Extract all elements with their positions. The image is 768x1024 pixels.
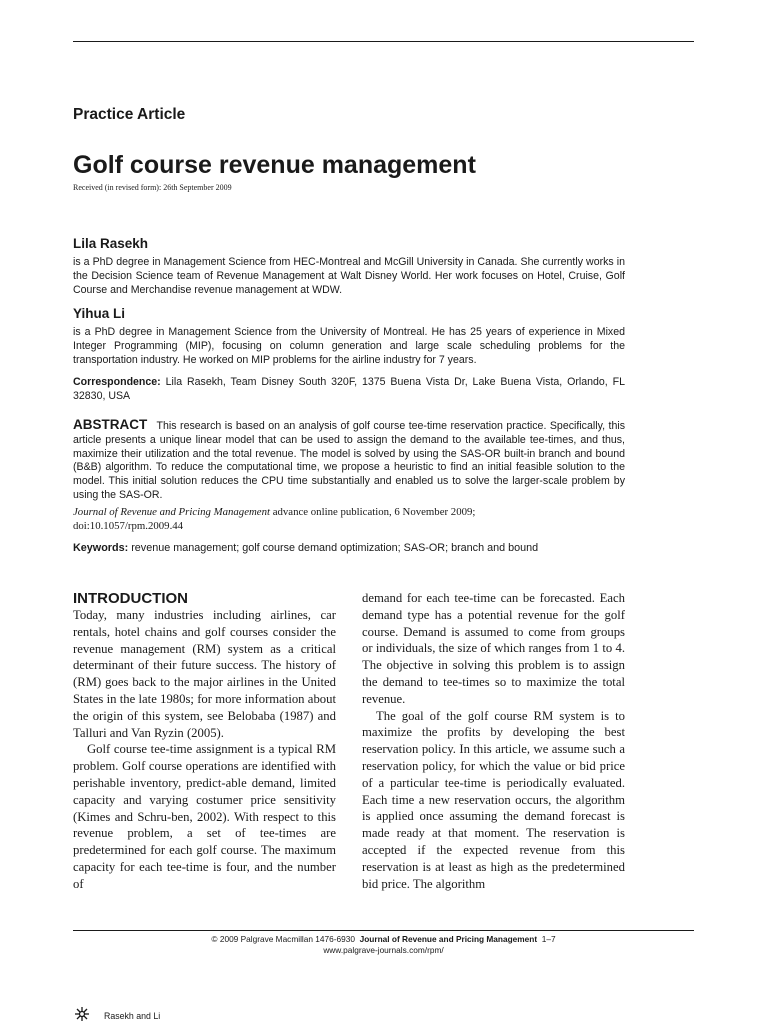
- citation-doi: doi:10.1057/rpm.2009.44: [73, 520, 184, 532]
- article-title: Golf course revenue management: [73, 151, 476, 179]
- publisher-logo-icon: [74, 1006, 90, 1022]
- correspondence-address: Lila Rasekh, Team Disney South 320F, 1375 Buena Vista Dr, Lake Buena Vista, Orlando, FL 32830, USA: [73, 376, 625, 402]
- footer-pages: 1–7: [541, 934, 556, 944]
- introduction-heading: INTRODUCTION: [73, 590, 188, 607]
- abstract-heading: ABSTRACT: [73, 417, 148, 432]
- received-date: Received (in revised form): 26th September 2009: [73, 183, 232, 192]
- correspondence-label: Correspondence:: [73, 376, 161, 388]
- footer-journal: Journal of Revenue and Pricing Management: [359, 934, 538, 944]
- abstract-text: This research is based on an analysis of golf course tee-time reservation practice. Specifically, this article presents a unique linear model that can be used to assign the demand to the available tee-times, and thus, maximize their utilization and the total revenue. The model is solved by using the SAS-OR built-in branch and bound (B&B) algorithm. To reduce the computational time, we propose a heuristic to find an initial feasible solution to the model. This initial solution reduces the CPU time substantially and enabled us to solve the larger-scale problem by using the SAS-OR.: [73, 420, 625, 501]
- citation: [73, 505, 625, 533]
- footer-rule: [73, 930, 694, 931]
- correspondence: [73, 376, 625, 404]
- body-paragraph: Today, many industries including airlines, car rentals, hotel chains and golf courses consider the revenue management (RM) system as a critical determinant of their future success. The history of (RM) goes back to the major airlines in the United States in the late 1980s; for more information about the origin of this system, see Belobaba (1987) and Talluri and Van Ryzin (2005).: [73, 608, 336, 740]
- body-column-left: [73, 590, 336, 893]
- author-name: Yihua Li: [73, 306, 126, 321]
- footer-copyright: © 2009 Palgrave Macmillan 1476-6930: [211, 934, 355, 944]
- citation-journal: Journal of Revenue and Pricing Management: [73, 506, 270, 518]
- body-paragraph: The goal of the golf course RM system is to maximize the profits by developing the best reservation policy. In this article, we assume such a reservation policy, for which the value or bid price of a particular tee-time is periodically evaluated. Each time a new reservation occurs, the algorithm is applied once assuming the demand forecast is made ready at that moment. The reservation is accepted if the expected revenue from this reservation is at least as high as the predetermined bid price. The algorithm: [362, 708, 625, 891]
- body-column-right: [362, 590, 625, 892]
- footer-url: www.palgrave-journals.com/rpm/: [323, 945, 444, 955]
- keywords: [73, 542, 633, 554]
- citation-text: advance online publication, 6 November 2009;: [272, 506, 476, 518]
- body-paragraph: Golf course tee-time assignment is a typical RM problem. Golf course operations are identified with perishable inventory, predict-able demand, limited capacity and varying costumer price sensitivity (Kimes and Schru-ben, 2002). With respect to this revenue problem, a set of tee-times are predetermined for each golf course. The maximum capacity for each tee-time is four, and the number of: [73, 742, 336, 891]
- footer: [73, 934, 694, 956]
- abstract: [73, 418, 625, 503]
- keywords-label: Keywords:: [73, 542, 129, 554]
- author-name: Lila Rasekh: [73, 236, 149, 251]
- author-bio: is a PhD degree in Management Science from HEC-Montreal and McGill University in Canada. She currently works in the Decision Science team of Revenue Management at Walt Disney World. Her work focuses on Hotel, Cruise, Golf Course and Merchandise revenue management at WDW.: [73, 256, 625, 296]
- body-paragraph: demand for each tee-time can be forecasted. Each demand type has a potential revenue for the golf course. Demand is assumed to come from groups or individuals, the size of which ranges from 1 to 4. The objective in solving this problem is to assign the demand to tee-times so to maximize the total revenue.: [362, 591, 625, 706]
- section-label: Practice Article: [73, 106, 186, 123]
- author-bio: is a PhD degree in Management Science from the University of Montreal. He has 25 years of experience in Mixed Integer Programming (MIP), focusing on column generation and large scale scheduling problems for the transportation industry. He worked on MIP problems for the airline industry for 7 years.: [73, 326, 625, 366]
- running-head: Rasekh and Li: [104, 1011, 161, 1021]
- keywords-text: revenue management; golf course demand optimization; SAS-OR; branch and bound: [131, 542, 539, 554]
- top-rule: [73, 41, 694, 42]
